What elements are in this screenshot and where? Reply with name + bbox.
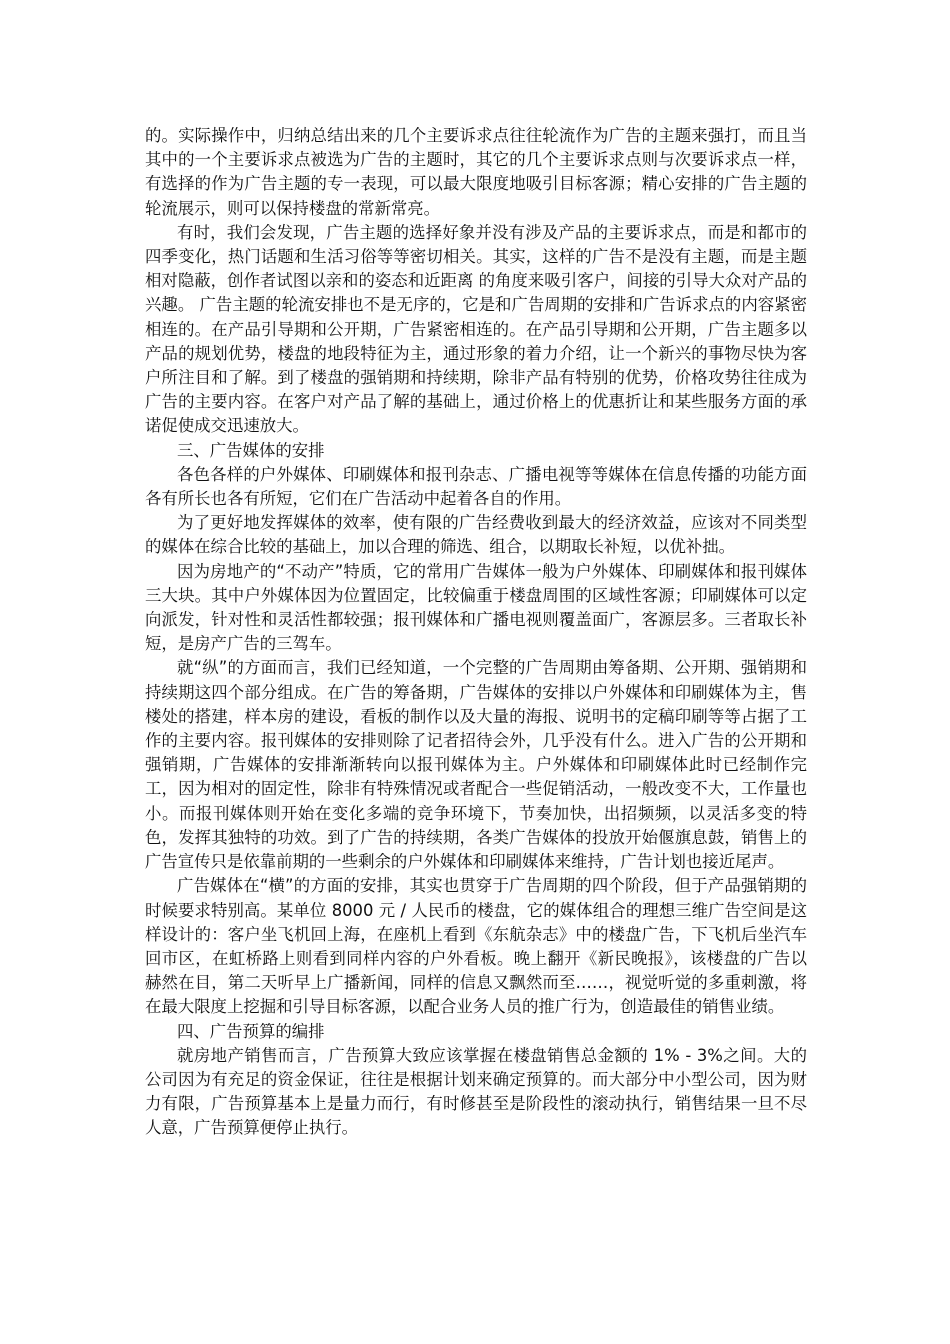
paragraph-horizontal-arrangement: 广告媒体在“横”的方面的安排，其实也贯穿于广告周期的四个阶段，但于产品强销期的时候要求特别高。某单位 8000 元 / 人民币的楼盘，它的媒体组合的理想三维广告空间是这样设计的：客户坐飞机回上海，在座机上看到《东航杂志》中的楼盘广告，下飞机后坐汽车回市区，在虹桥路上则看到同样内容的户外看板。晚上翻开《新民晚报》，该楼盘的广告以赫然在目，第二天听早上广播新闻，同样的信息又飘然而至……，视觉听觉的多重刺激，将在最大限度上挖掘和引导目标客源，以配合业务人员的推广行为，创造最佳的销售业绩。 xyxy=(145,876,807,1017)
paragraph-media-efficiency: 为了更好地发挥媒体的效率，使有限的广告经费收到最大的经济效益，应该对不同类型的媒体在综合比较的基础上，加以合理的筛选、组合，以期取长补短，以优补拙。 xyxy=(145,513,807,557)
section-heading-media: 三、广告媒体的安排 xyxy=(177,440,325,460)
paragraph-media-types: 各色各样的户外媒体、印刷媒体和报刊杂志、广播电视等等媒体在信息传播的功能方面各有所长也各有所短，它们在广告活动中起着各自的作用。 xyxy=(145,464,807,509)
document-page xyxy=(145,124,807,1141)
paragraph-vertical-arrangement: 就“纵”的方面而言，我们已经知道，一个完整的广告周期由筹备期、公开期、强销期和持续期这四个部分组成。在广告的筹备期，广告媒体的安排以户外媒体和印刷媒体为主，售楼处的搭建，样本房的建设，看板的制作以及大量的海报、说明书的定稿印刷等等占据了工作的主要内容。报刊媒体的安排则除了记者招待会外，几乎没有什么。进入广告的公开期和强销期，广告媒体的安排渐渐转向以报刊媒体为主。户外媒体和印刷媒体此时已经制作完工，因为相对的固定性，除非有特殊情况或者配合一些促销活动，一般改变不大，工作量也小。而报刊媒体则开始在变化多端的竞争环境下，节奏加快，出招频频，以灵活多变的特色，发挥其独特的功效。到了广告的持续期，各类广告媒体的投放开始偃旗息鼓，销售上的广告宣传只是依靠前期的一些剩余的户外媒体和印刷媒体来维持，广告计划也接近尾声。 xyxy=(145,658,807,872)
paragraph-continued: 的。实际操作中，归纳总结出来的几个主要诉求点往往轮流作为广告的主题来强打，而且当其中的一个主要诉求点被选为广告的主题时，其它的几个主要诉求点则与次要诉求点一样，有选择的作为广告主题的专一表现，可以最大限度地吸引目标客源；精心安排的广告主题的轮流展示，则可以保持楼盘的常新常亮。 xyxy=(145,126,807,218)
paragraph-media-categories: 因为房地产的“不动产”特质，它的常用广告媒体一般为户外媒体、印刷媒体和报刊媒体三大块。其中户外媒体因为位置固定，比较偏重于楼盘周围的区域性客源；印刷媒体可以定向派发，针对性和灵活性都较强；报刊媒体和广播电视则覆盖面广，客源层多。三者取长补短，是房产广告的三驾车。 xyxy=(145,561,807,654)
paragraph-budget: 就房地产销售而言，广告预算大致应该掌握在楼盘销售总金额的 1% - 3%之间。大的公司因为有充足的资金保证，往往是根据计划来确定预算的。而大部分中小型公司，因为财力有限，广告预算基本上是量力而行，有时修甚至是阶段性的滚动执行，销售结果一旦不尽人意，广告预算便停止执行。 xyxy=(145,1045,807,1138)
paragraph-ad-theme-rotation: 有时，我们会发现，广告主题的选择好象并没有涉及产品的主要诉求点，而是和都市的四季变化，热门话题和生活习俗等等密切相关。其实，这样的广告不是没有主题，而是主题相对隐蔽，创作者试图以亲和的姿态和近距离 的角度来吸引客户，间接的引导大众对产品的兴趣。 广告主题的轮流安排也不是无序的，它是和广告周期的安排和广告诉求点的内容紧密相连的。在产品引导期和公开期，广告紧密相连的。在产品引导期和公开期，广告主题多以产品的规划优势，楼盘的地段特征为主，通过形象的着力介绍，让一个新兴的事物尽快为客户所注目和了解。到了楼盘的强销期和持续期，除非产品有特别的优势，价格攻势往往成为广告的主要内容。在客户对产品了解的基础上，通过价格上的优惠折让和某些服务方面的承诺促使成交迅速放大。 xyxy=(145,222,807,436)
section-heading-budget: 四、广告预算的编排 xyxy=(177,1021,325,1041)
